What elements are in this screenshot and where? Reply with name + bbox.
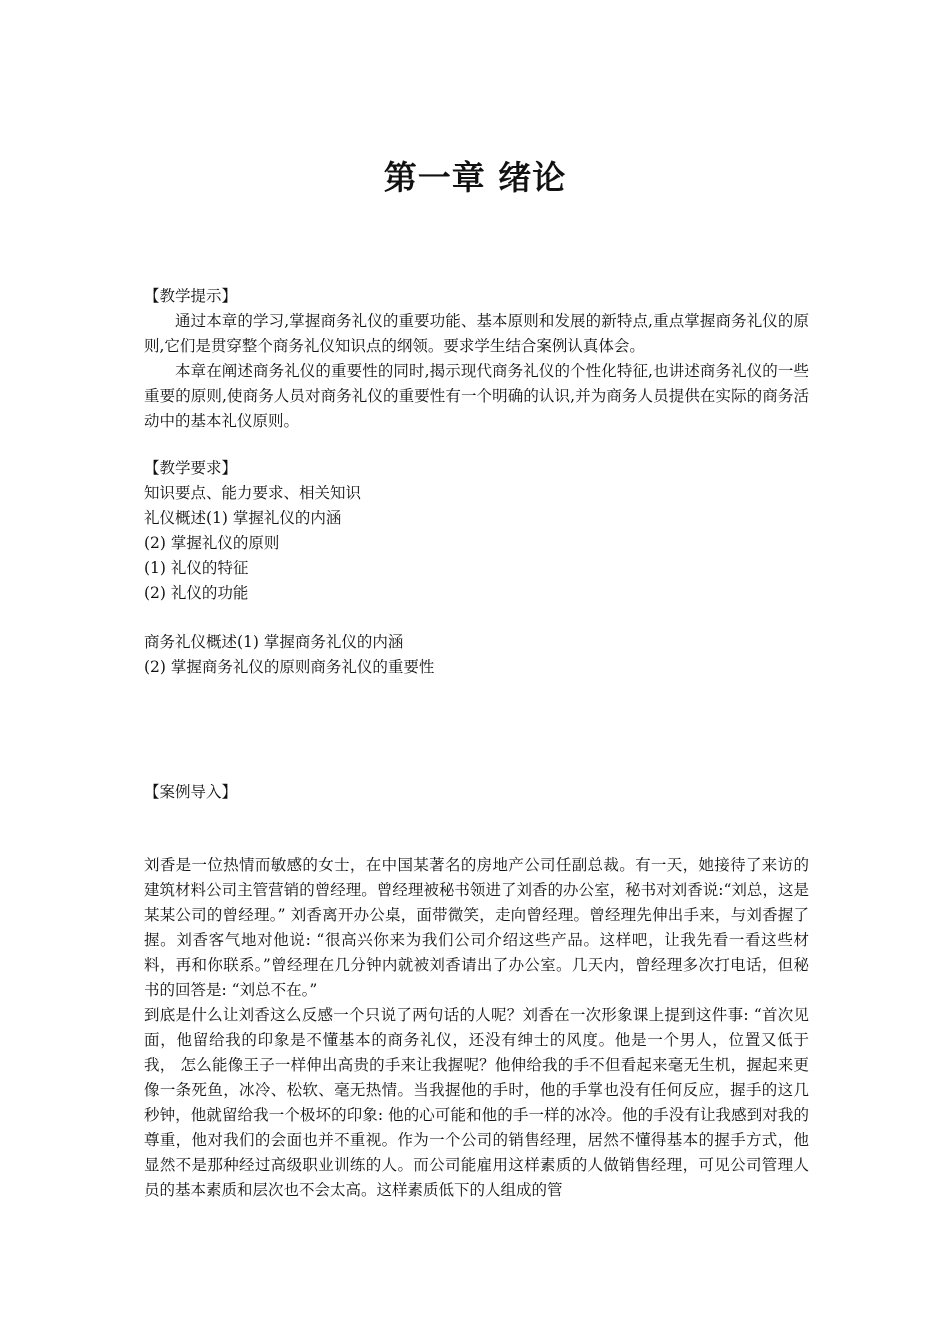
- business-etiquette-requirements: [144, 630, 809, 680]
- case-intro-body: [144, 853, 809, 1203]
- requirement-line: (2) 礼仪的功能: [144, 584, 249, 602]
- case-paragraph: 刘香是一位热情而敏感的女士，在中国某著名的房地产公司任副总裁。有一天，她接待了来访的建筑材料公司主管营销的曾经理。曾经理被秘书领进了刘香的办公室，秘书对刘香说:“刘总，这是某某公司的曾经理。” 刘香离开办公桌，面带微笑，走向曾经理。曾经理先伸出手来，与刘香握了握。刘香客气地对他说: “很高兴你来为我们公司介绍这些产品。这样吧，让我先看一看这些材料，再和你联系。”曾经理在几分钟内就被刘香请出了办公室。几天内，曾经理多次打电话，但秘书的回答是: “刘总不在。”: [144, 856, 809, 999]
- chapter-title: 第一章 绪论: [383, 158, 567, 197]
- requirement-line: 商务礼仪概述(1) 掌握商务礼仪的内涵: [144, 633, 404, 651]
- teaching-hint-heading: 【教学提示】: [144, 287, 238, 305]
- requirement-line: (2) 掌握商务礼仪的原则商务礼仪的重要性: [144, 658, 435, 676]
- requirement-line: 礼仪概述(1) 掌握礼仪的内涵: [144, 509, 342, 527]
- teaching-requirements-heading: 【教学要求】: [144, 459, 238, 477]
- teaching-hint-paragraph: 通过本章的学习,掌握商务礼仪的重要功能、基本原则和发展的新特点,重点掌握商务礼仪的原则,它们是贯穿整个商务礼仪知识点的纲领。要求学生结合案例认真体会。: [144, 312, 809, 355]
- teaching-requirements-section: [144, 456, 809, 606]
- requirement-line: (1) 礼仪的特征: [144, 559, 249, 577]
- teaching-hint-section: [144, 284, 809, 434]
- case-intro-heading: 【案例导入】: [144, 783, 238, 801]
- teaching-hint-paragraph: 本章在阐述商务礼仪的重要性的同时,揭示现代商务礼仪的个性化特征,也讲述商务礼仪的一些重要的原则,使商务人员对商务礼仪的重要性有一个明确的认识,并为商务人员提供在实际的商务活动中的基本礼仪原则。: [144, 362, 809, 430]
- case-paragraph: 到底是什么让刘香这么反感一个只说了两句话的人呢？刘香在一次形象课上提到这件事: “首次见面，他留给我的印象是不懂基本的商务礼仪，还没有绅士的风度。他是一个男人，位置又低于我， 怎么能像王子一样伸出高贵的手来让我握呢？他伸给我的手不但看起来毫无生机，握起来更像一条死鱼，冰冷、松软、毫无热情。当我握他的手时，他的手掌也没有任何反应，握手的这几秒钟，他就留给我一个极坏的印象: 他的心可能和他的手一样的冰冷。他的手没有让我感到对我的尊重，他对我们的会面也并不重视。作为一个公司的销售经理，居然不懂得基本的握手方式，他显然不是那种经过高级职业训练的人。而公司能雇用这样素质的人做销售经理，可见公司管理人员的基本素质和层次也不会太高。这样素质低下的人组成的管: [144, 1006, 809, 1199]
- case-intro-heading-block: [144, 780, 809, 805]
- requirement-line: (2) 掌握礼仪的原则: [144, 534, 280, 552]
- requirement-line: 知识要点、能力要求、相关知识: [144, 484, 362, 502]
